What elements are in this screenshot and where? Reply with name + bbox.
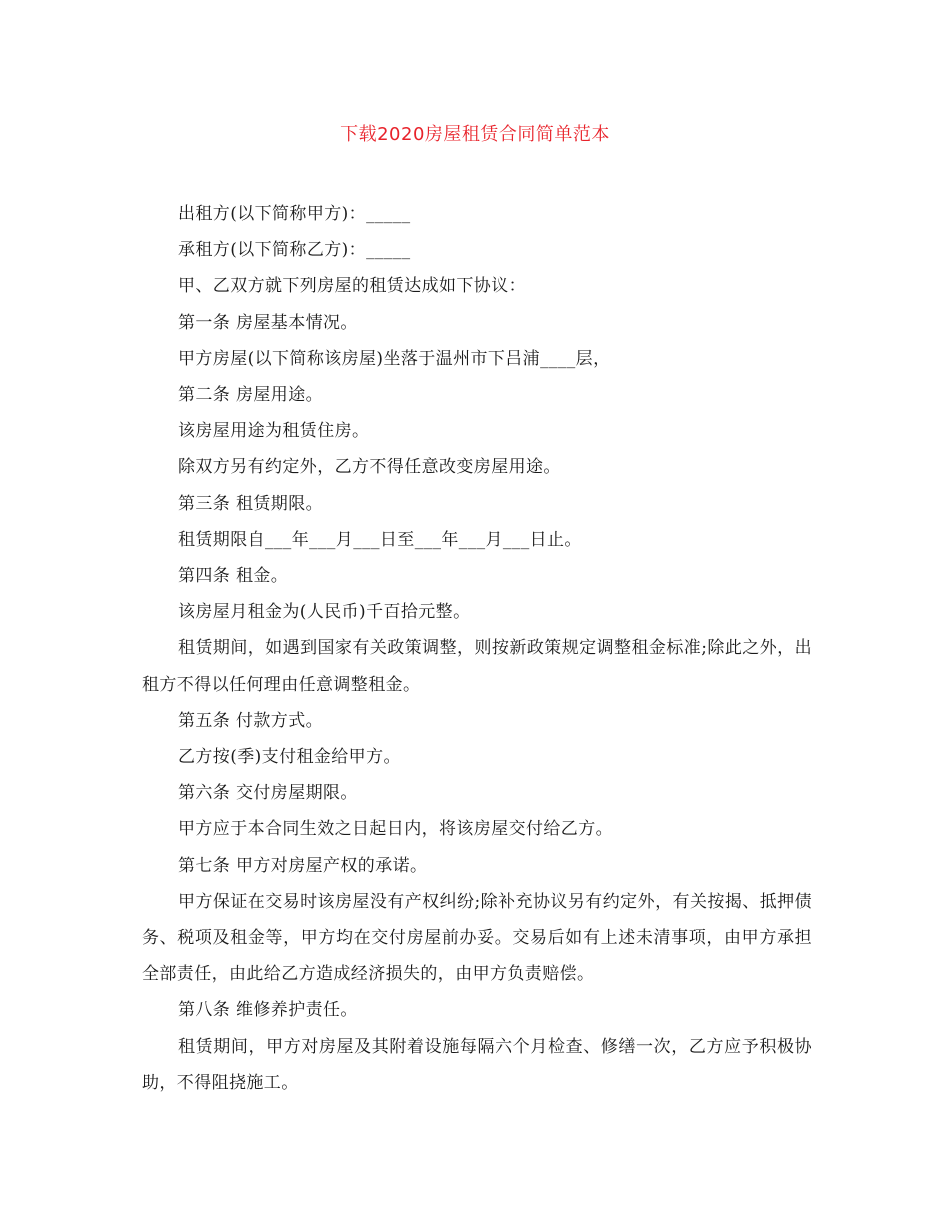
article-6-text: 甲方应于本合同生效之日起日内，将该房屋交付给乙方。 xyxy=(178,819,613,840)
article-1-text: 甲方房屋(以下简称该房屋)坐落于温州市下吕浦____层， xyxy=(178,348,611,369)
article-2-text-2: 除双方另有约定外，乙方不得任意改变房屋用途。 xyxy=(178,457,561,478)
article-2-text-1: 该房屋用途为租赁住房。 xyxy=(178,421,370,442)
agreement-intro: 甲、乙双方就下列房屋的租赁达成如下协议： xyxy=(178,276,526,297)
article-6-heading: 第六条 交付房屋期限。 xyxy=(178,783,358,804)
party-a-line: 出租方(以下简称甲方)：_____ xyxy=(178,204,411,224)
article-7-text: 甲方保证在交易时该房屋没有产权纠纷;除补充协议另有约定外，有关按揭、抵押债务、税项及租金等，甲方均在交付房屋前办妥。交易后如有上述未清事项，由甲方承担全部责任，由此给乙方造成经济损失的，由甲方负责赔偿。 xyxy=(142,891,812,985)
article-4-text-2: 租赁期间，如遇到国家有关政策调整，则按新政策规定调整租金标准;除此之外，出租方不得以任何理由任意调整租金。 xyxy=(142,638,812,695)
article-5-heading: 第五条 付款方式。 xyxy=(178,710,324,731)
article-5-text: 乙方按(季)支付租金给甲方。 xyxy=(178,747,401,768)
article-3-text: 租赁期限自___年___月___日至___年___月___日止。 xyxy=(178,529,582,550)
article-1-heading: 第一条 房屋基本情况。 xyxy=(178,312,358,333)
article-8-heading: 第八条 维修养护责任。 xyxy=(178,1000,358,1021)
article-8-text: 租赁期间，甲方对房屋及其附着设施每隔六个月检查、修缮一次，乙方应予积极协助，不得阻挠施工。 xyxy=(142,1036,812,1093)
article-7-heading: 第七条 甲方对房屋产权的承诺。 xyxy=(178,855,428,876)
document-title: 下载2020房屋租赁合同简单范本 xyxy=(340,124,610,145)
article-2-heading: 第二条 房屋用途。 xyxy=(178,385,324,406)
article-4-text-1: 该房屋月租金为(人民币)千百拾元整。 xyxy=(178,602,471,623)
article-4-heading: 第四条 租金。 xyxy=(178,566,289,587)
party-b-line: 承租方(以下简称乙方)：_____ xyxy=(178,240,411,261)
document-body xyxy=(142,196,812,1101)
article-3-heading: 第三条 租赁期限。 xyxy=(178,493,324,514)
